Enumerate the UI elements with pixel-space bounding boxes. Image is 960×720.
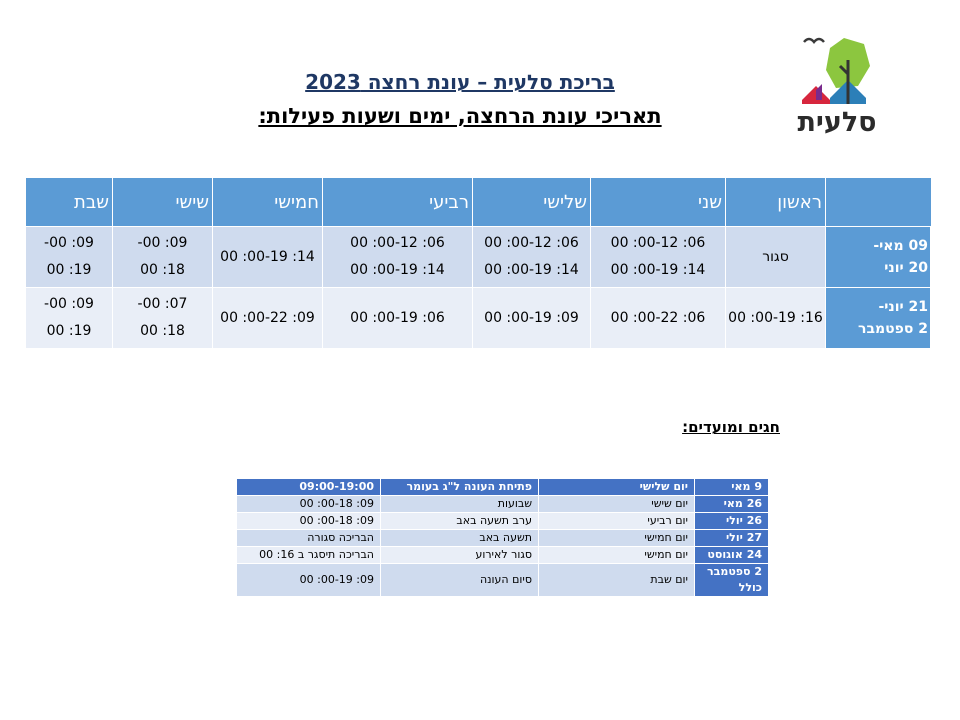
holiday-hours: 09: 00-18: 00 [237, 496, 381, 513]
logo [792, 30, 882, 140]
period-label: 09 מאי- 20 יוני [826, 227, 931, 288]
hours-cell: 16: 00-19: 00 [726, 288, 826, 349]
holiday-row [237, 513, 769, 530]
hours-cell: סגור [726, 227, 826, 288]
hours-cell: 09: 00- 18: 00 [113, 227, 213, 288]
holiday-day: יום רביעי [539, 513, 695, 530]
holiday-event: ערב תשעה באב [381, 513, 539, 530]
holiday-day: יום חמישי [539, 530, 695, 547]
period-label: 21 יוני- 2 ספטמבר [826, 288, 931, 349]
holidays-table [236, 478, 769, 597]
logo-text: סלעית [797, 107, 877, 138]
hours-cell: 09: 00-22: 00 [213, 288, 323, 349]
day-header-wednesday: רביעי [323, 178, 473, 227]
holiday-event: שבועות [381, 496, 539, 513]
day-header-friday: שישי [113, 178, 213, 227]
holiday-hours: הבריכה סגורה [237, 530, 381, 547]
schedule-corner [826, 178, 931, 227]
hours-cell: 06: 00-19: 00 [323, 288, 473, 349]
hours-cell: 09: 00-19: 00 [473, 288, 591, 349]
holiday-date: 24 אוגוסט [695, 547, 769, 564]
holiday-row [237, 479, 769, 496]
holiday-row [237, 496, 769, 513]
holiday-date: 26 מאי [695, 496, 769, 513]
holiday-hours: 09: 00-19: 00 [237, 564, 381, 597]
holiday-hours: 09: 00-18: 00 [237, 513, 381, 530]
day-header-saturday: שבת [26, 178, 113, 227]
hours-cell: 09: 00- 19: 00 [26, 227, 113, 288]
schedule-row-summer [26, 288, 931, 349]
day-header-sunday: ראשון [726, 178, 826, 227]
holiday-event: תשעה באב [381, 530, 539, 547]
day-header-thursday: חמישי [213, 178, 323, 227]
hours-cell: 07: 00- 18: 00 [113, 288, 213, 349]
page-subtitle: תאריכי עונת הרחצה, ימים ושעות פעילות: [258, 104, 662, 128]
holiday-event: סיום העונה [381, 564, 539, 597]
holiday-event: סגור לאירוע [381, 547, 539, 564]
holiday-hours: 09:00-19:00 [237, 479, 381, 496]
holiday-row [237, 547, 769, 564]
holiday-row [237, 530, 769, 547]
holiday-date: 2 ספטמבר כולל [695, 564, 769, 597]
schedule-table [25, 178, 931, 349]
schedule-row-early [26, 227, 931, 288]
day-header-tuesday: שלישי [473, 178, 591, 227]
day-header-monday: שני [591, 178, 726, 227]
schedule-header-row [26, 178, 931, 227]
holiday-day: יום שישי [539, 496, 695, 513]
page-title: בריכת סלעית – עונת רחצה 2023 [305, 70, 615, 94]
holiday-row [237, 564, 769, 597]
hours-cell: 14: 00-19: 00 [213, 227, 323, 288]
holiday-date: 27 יולי [695, 530, 769, 547]
hours-cell: 06: 00-12: 00 14: 00-19: 00 [473, 227, 591, 288]
hours-cell: 06: 00-12: 00 14: 00-19: 00 [591, 227, 726, 288]
holiday-day: יום חמישי [539, 547, 695, 564]
holidays-title: חגים ומועדים: [682, 418, 780, 436]
hours-cell: 06: 00-12: 00 14: 00-19: 00 [323, 227, 473, 288]
holiday-date: 26 יולי [695, 513, 769, 530]
hours-cell: 09: 00- 19: 00 [26, 288, 113, 349]
holiday-date: 9 מאי [695, 479, 769, 496]
logo-icon [792, 30, 882, 140]
holiday-day: יום שבת [539, 564, 695, 597]
hours-cell: 06: 00-22: 00 [591, 288, 726, 349]
holiday-event: פתיחת העונה ל"ג בעומר [381, 479, 539, 496]
holiday-day: יום שלישי [539, 479, 695, 496]
holiday-hours: הבריכה תיסגר ב 16: 00 [237, 547, 381, 564]
